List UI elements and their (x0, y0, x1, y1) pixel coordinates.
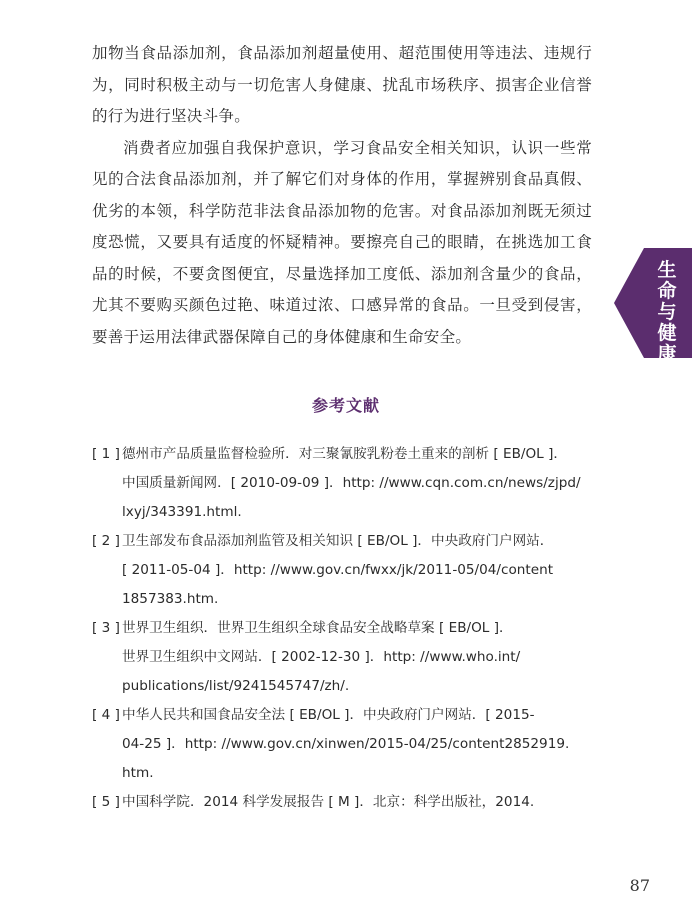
reference-line: lxyj/343391.html. (122, 504, 242, 520)
body-text (92, 38, 592, 353)
reference-line: [ 2011-05-04 ]．http: //www.gov.cn/fwxx/jk/2011-05/04/content (122, 562, 554, 578)
reference-number: [ 5 ] (92, 794, 120, 810)
reference-line: publications/list/9241545747/zh/. (122, 678, 350, 694)
chapter-side-tab (614, 248, 692, 365)
reference-line: 世界卫生组织．世界卫生组织全球食品安全战略草案 [ EB/OL ]． (122, 620, 513, 636)
reference-line: 1857383.htm. (122, 591, 219, 607)
side-tab-shape (614, 248, 692, 358)
reference-item (92, 527, 592, 614)
body-paragraph-2: 消费者应加强自我保护意识，学习食品安全相关知识，认识一些常见的合法食品添加剂，并了解它们对身体的作用，掌握辨别食品真假、优劣的本领，科学防范非法食品添加物的危害。对食品添加剂既无须过度恐慌，又要具有适度的怀疑精神。要擦亮自己的眼睛，在挑选加工食品的时候，不要贪图便宜，尽量选择加工度低、添加剂含量少的食品，尤其不要购买颜色过艳、味道过浓、口感异常的食品。一旦受到侵害，要善于运用法律武器保障自己的身体健康和生命安全。 (92, 138, 592, 346)
references-title: 参考文献 (311, 396, 380, 415)
reference-number: [ 4 ] (92, 707, 120, 723)
reference-line: 中华人民共和国食品安全法 [ EB/OL ]．中央政府门户网站．[ 2015- (122, 707, 535, 723)
reference-item (92, 614, 592, 701)
reference-line: 中国科学院．2014 科学发展报告 [ M ]．北京：科学出版社，2014. (122, 794, 535, 810)
reference-line: 世界卫生组织中文网站．[ 2002-12-30 ]．http: //www.who.int/ (122, 649, 521, 665)
reference-item (92, 440, 592, 527)
body-paragraph-1: 加物当食品添加剂，食品添加剂超量使用、超范围使用等违法、违规行为，同时积极主动与一切危害人身健康、扰乱市场秩序、损害企业信誉的行为进行坚决斗争。 (92, 44, 592, 125)
reference-number: [ 3 ] (92, 620, 120, 636)
reference-number: [ 1 ] (92, 446, 120, 462)
side-tab-label: 生命与健康 (657, 259, 677, 365)
page-number: 87 (629, 876, 650, 895)
reference-item (92, 701, 592, 788)
reference-line: 卫生部发布食品添加剂监管及相关知识 [ EB/OL ]．中央政府门户网站． (122, 533, 554, 549)
references-list (92, 440, 592, 817)
reference-item (92, 788, 592, 817)
reference-line: 德州市产品质量监督检验所．对三聚氰胺乳粉卷土重来的剖析 [ EB/OL ]． (122, 446, 567, 462)
reference-number: [ 2 ] (92, 533, 120, 549)
reference-line: 04-25 ]．http: //www.gov.cn/xinwen/2015-04/25/content2852919. (122, 736, 570, 752)
side-tab-background (614, 248, 692, 358)
reference-line: htm. (122, 765, 154, 781)
reference-line: 中国质量新闻网．[ 2010-09-09 ]．http: //www.cqn.com.cn/news/zjpd/ (122, 475, 581, 491)
